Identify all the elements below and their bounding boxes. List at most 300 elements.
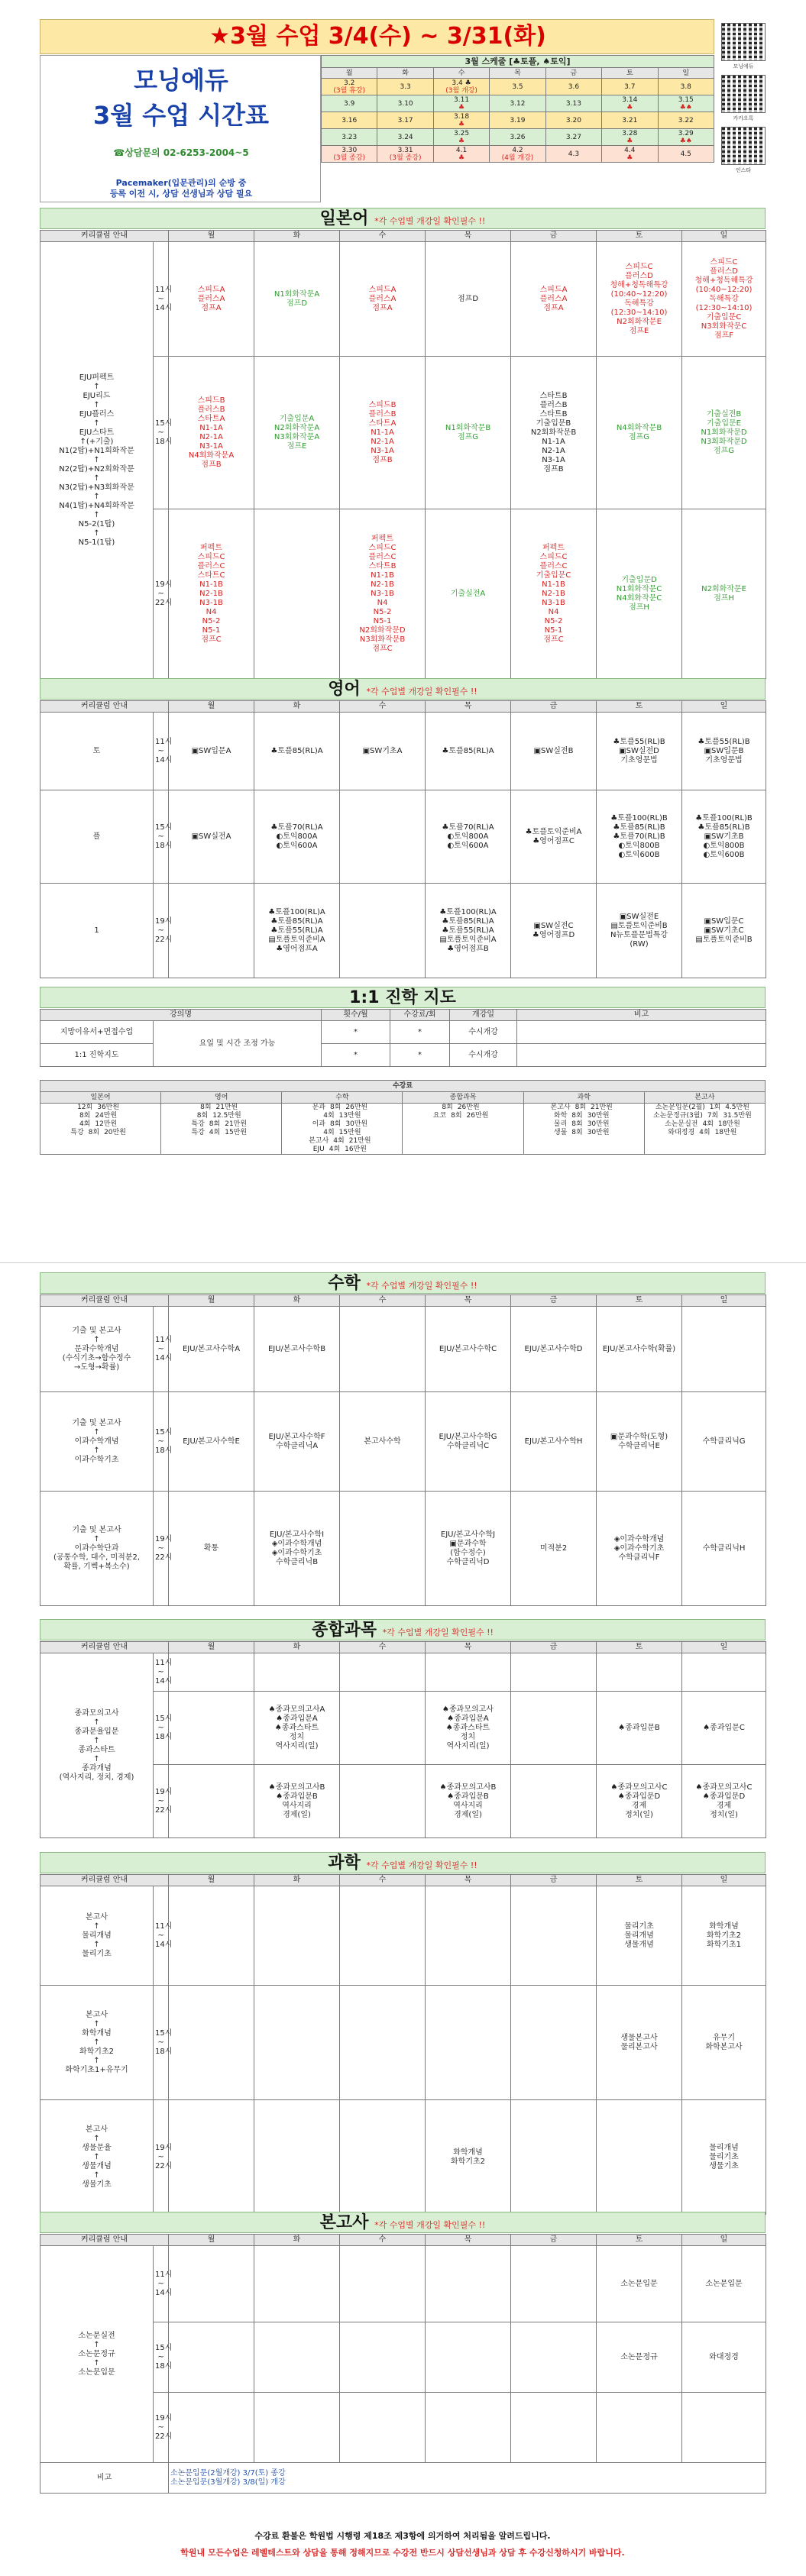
fee-value: 물리 bbox=[553, 1120, 568, 1128]
fee-table bbox=[40, 1080, 766, 1155]
day-header: 일 bbox=[682, 1642, 766, 1653]
fee-value: 문과 bbox=[312, 1104, 325, 1111]
fee-value: 4회 bbox=[699, 1129, 711, 1136]
curriculum-cell: EJU퍼펙트 ↑ EJU리드 ↑ EJU플러스 ↑ EJU스타트 ↑(+기출) N1(2탑)+N1회화작문 ↑ N2(2탑)+N2회화작문 ↑ N3(2탑)+N3회화작문 ↑ N4(1탑)+N4회화작문 ↑ N5-2(1탑) ↑ N5-1(1탑) bbox=[40, 242, 154, 679]
class-cell: 퍼펙트 스피드C 플러스C 스타트B N1-1B N2-1B N3-1B N4 N5-2 N5-1 N2회화작문D N3회화작문B 점프C bbox=[340, 509, 426, 679]
fee-value: 8회 bbox=[442, 1104, 453, 1111]
fee-group-header: 수학 bbox=[282, 1092, 403, 1104]
weekday-header: 월 bbox=[322, 68, 377, 79]
day-header: 월 bbox=[169, 231, 254, 242]
fee-line bbox=[162, 1120, 280, 1129]
day-header: 일 bbox=[682, 231, 766, 242]
day-note: ♣♠ bbox=[679, 137, 692, 145]
notice-text: Pacemaker(입문관리)의 순방 중 등록 이전 시, 상담 선생님과 상담 필요 bbox=[109, 178, 253, 199]
header-row bbox=[40, 2235, 766, 2246]
calendar-day bbox=[377, 129, 433, 146]
fee-value: 31.5만원 bbox=[723, 1112, 752, 1120]
fee-value: 18만원 bbox=[717, 1120, 740, 1128]
header-row bbox=[40, 1875, 766, 1886]
day-header: 화 bbox=[254, 2235, 340, 2246]
day-header: 화 bbox=[254, 231, 340, 242]
class-cell bbox=[682, 1653, 766, 1692]
day-header: 수 bbox=[340, 2235, 426, 2246]
weekday-header: 금 bbox=[545, 68, 601, 79]
section-title: 일본어 bbox=[319, 209, 369, 228]
schedule-calendar bbox=[321, 55, 714, 163]
class-cell: 기출실전A bbox=[426, 509, 511, 679]
fee-value: 26만원 bbox=[345, 1104, 368, 1111]
class-cell: ▣SW입문C ▣SW기초C ▤토플토익준비B bbox=[682, 884, 766, 978]
fee-line bbox=[283, 1104, 401, 1112]
fee-value: 12만원 bbox=[95, 1120, 118, 1128]
fee-line bbox=[41, 1120, 160, 1129]
section-general bbox=[40, 1619, 766, 1640]
day-note: ♣ bbox=[626, 103, 633, 112]
fee-group-header: 과학 bbox=[523, 1092, 644, 1104]
day-header: 목 bbox=[426, 2235, 511, 2246]
class-cell bbox=[340, 2322, 426, 2393]
fee-value: 화학 bbox=[553, 1112, 568, 1120]
footer-notice: 학원내 모든수업은 레벨테스트와 상담을 통해 정해지므로 수강전 반드시 상담선생님과 상담 후 수강신청하시기 바랍니다. bbox=[180, 2548, 625, 2558]
curriculum-cell: 본고사 ↑ 생물문율 ↑ 생물개념 ↑ 생물기초 bbox=[40, 2100, 154, 2215]
calendar-day bbox=[602, 79, 658, 95]
class-cell: 스피드A 플러스A 점프A bbox=[511, 242, 597, 357]
fee-line bbox=[403, 1104, 522, 1112]
curriculum-cell: 기출 및 본고사 ↑ 이과수학단과 (공통수학, 대수, 미적분2, 확률, 기벡+복소수) bbox=[40, 1492, 154, 1606]
class-cell bbox=[169, 2246, 254, 2322]
day-note: (3월 종강) bbox=[389, 154, 422, 162]
section-english bbox=[40, 678, 766, 700]
class-cell bbox=[254, 2100, 340, 2215]
course-name: 1:1 진학지도 bbox=[40, 1044, 154, 1067]
fee-value: 8회 bbox=[200, 1104, 212, 1111]
fee-value: 8회 bbox=[571, 1112, 583, 1120]
class-cell: ♠종과입문B bbox=[597, 1692, 682, 1765]
day-header: 수 bbox=[340, 701, 426, 713]
day-header: 토 bbox=[597, 231, 682, 242]
class-cell bbox=[340, 1307, 426, 1392]
fee-group bbox=[40, 1104, 161, 1155]
day-date: 3.3 bbox=[400, 82, 411, 91]
class-cell: ♣토플55(RL)B ▣SW입문B 기초영문법 bbox=[682, 713, 766, 790]
time-row bbox=[40, 1492, 766, 1606]
section-title: 과학 bbox=[328, 1854, 361, 1873]
fee-line bbox=[525, 1112, 643, 1120]
brand-box bbox=[40, 55, 321, 202]
curriculum-cell: 1 bbox=[40, 884, 154, 978]
day-date: 3.11 bbox=[454, 95, 470, 104]
essay-timetable bbox=[40, 2234, 766, 2494]
calendar-day bbox=[433, 112, 489, 129]
curriculum-cell: 토 bbox=[40, 713, 154, 790]
calendar-week bbox=[322, 129, 714, 146]
fee-group bbox=[282, 1104, 403, 1155]
fee-value: 30만원 bbox=[587, 1120, 610, 1128]
time-row bbox=[40, 1392, 766, 1492]
day-note: ♣ bbox=[458, 154, 465, 162]
time-slot: 15시 ~ 18시 bbox=[154, 357, 169, 509]
course-count: * bbox=[322, 1021, 390, 1044]
day-note: (3월 종강) bbox=[333, 154, 366, 162]
fee-line bbox=[525, 1120, 643, 1129]
class-cell: ♠종과입문C bbox=[682, 1692, 766, 1765]
class-cell: N4회화작문B 점프G bbox=[597, 357, 682, 509]
calendar-day bbox=[658, 146, 714, 163]
fee-line bbox=[283, 1146, 401, 1154]
japanese-timetable bbox=[40, 230, 766, 679]
footer bbox=[40, 2529, 766, 2558]
class-cell: ♠종과모의고사B ♠종과입문B 역사지리 경제(일) bbox=[426, 1765, 511, 1838]
day-date: 3.24 bbox=[397, 133, 413, 141]
course-note bbox=[517, 1021, 766, 1044]
class-cell bbox=[426, 1986, 511, 2100]
time-slot: 11시 ~ 14시 bbox=[154, 242, 169, 357]
qr-caption: 카카오톡 bbox=[733, 115, 754, 121]
fee-value: 생물 bbox=[553, 1129, 568, 1136]
col-header: 개강일 bbox=[450, 1010, 517, 1021]
fee-value: 4.5만원 bbox=[725, 1104, 749, 1111]
day-date: 3.15 bbox=[678, 95, 694, 104]
fee-value: 21만원 bbox=[225, 1120, 248, 1128]
class-cell: ♠종과모의고사C ♠종과입문D 경제 정치(일) bbox=[597, 1765, 682, 1838]
day-date: 3.9 bbox=[344, 99, 355, 108]
contact-phone: ☎상담문의 02-6253-2004~5 bbox=[113, 147, 249, 158]
fee-value: 특강 bbox=[70, 1129, 84, 1136]
fee-value: 30만원 bbox=[345, 1120, 368, 1128]
day-date: 3.31 bbox=[397, 146, 413, 154]
fee-value: 18만원 bbox=[714, 1129, 737, 1136]
calendar-day bbox=[490, 129, 545, 146]
time-slot: 15시 ~ 18시 bbox=[154, 1392, 169, 1492]
fee-line bbox=[403, 1112, 522, 1120]
section-consult bbox=[40, 987, 766, 1008]
day-header: 금 bbox=[511, 1642, 597, 1653]
fee-group-header: 종합과목 bbox=[403, 1092, 523, 1104]
fee-value: 4회 bbox=[333, 1137, 345, 1145]
day-date: 3.10 bbox=[397, 99, 413, 108]
class-cell bbox=[511, 2100, 597, 2215]
fee-line bbox=[646, 1120, 764, 1129]
day-header: 토 bbox=[597, 701, 682, 713]
fee-value: 4회 bbox=[79, 1120, 91, 1128]
class-cell bbox=[426, 2322, 511, 2393]
class-cell bbox=[169, 2322, 254, 2393]
remark-line: 소논문입문(3월개강) 3/8(일) 개강 bbox=[170, 2477, 286, 2487]
header-row bbox=[40, 231, 766, 242]
remark-row bbox=[40, 2463, 766, 2494]
fee-value: 8회 bbox=[571, 1120, 583, 1128]
time-row bbox=[40, 2246, 766, 2322]
class-cell: ♠종과모의고사C ♠종과입문D 경제 정치(일) bbox=[682, 1765, 766, 1838]
class-cell: 스피드C 플러스D 청해+청독해특강 (10:40~12:20) 독해특강 (12:30~14:10) N2회화작문E 점프E bbox=[597, 242, 682, 357]
fee-line bbox=[283, 1129, 401, 1137]
brand-name: 모닝에듀 bbox=[134, 66, 228, 95]
fee-value: 8회 bbox=[88, 1129, 100, 1136]
header-row bbox=[40, 1295, 766, 1307]
class-cell: 점프D bbox=[426, 242, 511, 357]
section-note: *각 수업별 개강일 확인필수 !! bbox=[366, 1860, 477, 1870]
class-cell: ♣토플100(RL)B ♣토플85(RL)B ▣SW기초B ◐토익800B ◐토익600B bbox=[682, 790, 766, 884]
curriculum-header: 커리큘럼 안내 bbox=[40, 701, 169, 713]
class-cell: ♣토플70(RL)A ◐토익800A ◐토익600A bbox=[426, 790, 511, 884]
curriculum-header: 커리큘럼 안내 bbox=[40, 1875, 169, 1886]
class-cell: 스피드B 플러스B 스타트A N1-1A N2-1A N3-1A N4회화작문A 점프B bbox=[169, 357, 254, 509]
fee-value: 8회 bbox=[571, 1129, 583, 1136]
day-header: 목 bbox=[426, 231, 511, 242]
fee-value: 21만원 bbox=[348, 1137, 371, 1145]
time-row bbox=[40, 2100, 766, 2215]
class-cell: EJU/본고사수학F 수학클리닉A bbox=[254, 1392, 340, 1492]
class-cell: ♣토플토익준비A ♣영어점프C bbox=[511, 790, 597, 884]
class-cell: EJU/본고사수학D bbox=[511, 1307, 597, 1392]
day-date: 3.4 ♣ bbox=[452, 79, 471, 87]
class-cell bbox=[169, 1692, 254, 1765]
time-slot: 11시 ~ 14시 bbox=[154, 1307, 169, 1392]
col-header: 수강료/회 bbox=[390, 1010, 450, 1021]
class-cell: 스피드C 플러스D 청해+청독해특강 (10:40~12:20) 독해특강 (12:30~14:10) 기출입문C N3회화작문C 점프F bbox=[682, 242, 766, 357]
class-cell: 물리개념 물리기초 생물기초 bbox=[682, 2100, 766, 2215]
class-cell: ♠종과모의고사 ♠종과입문A ♠종과스타트 정치 역사지리(일) bbox=[426, 1692, 511, 1765]
class-cell: EJU/본고사수학H bbox=[511, 1392, 597, 1492]
time-slot: 11시 ~ 14시 bbox=[154, 1886, 169, 1986]
section-title: 수학 bbox=[328, 1274, 361, 1293]
fee-line bbox=[283, 1137, 401, 1146]
class-cell: 기출실전B 기출입문E N1회화작문D N3회화작문D 점프G bbox=[682, 357, 766, 509]
course-desc: 요일 및 시간 조정 가능 bbox=[154, 1021, 322, 1067]
fee-value: 본고사 bbox=[550, 1104, 571, 1111]
header-row bbox=[40, 701, 766, 713]
time-row bbox=[40, 790, 766, 884]
time-slot: 19시 ~ 22시 bbox=[154, 509, 169, 679]
page-separator bbox=[0, 1262, 806, 1267]
class-cell bbox=[254, 2246, 340, 2322]
class-cell: 유무기 화학본고사 bbox=[682, 1986, 766, 2100]
calendar-week bbox=[322, 112, 714, 129]
day-header: 월 bbox=[169, 1875, 254, 1886]
curriculum-header: 커리큘럼 안내 bbox=[40, 2235, 169, 2246]
fee-value: 26만원 bbox=[457, 1104, 480, 1111]
class-cell: 스타트B 플러스B 스타트B 기출입문B N2회화작문B N1-1A N2-1A N3-1A 점프B bbox=[511, 357, 597, 509]
calendar-day bbox=[658, 95, 714, 112]
class-cell bbox=[340, 1692, 426, 1765]
time-row bbox=[40, 713, 766, 790]
time-slot: 15시 ~ 18시 bbox=[154, 1692, 169, 1765]
fee-line bbox=[162, 1129, 280, 1137]
course-name: 지망이유서+면접수업 bbox=[40, 1021, 154, 1044]
fee-value: 30만원 bbox=[587, 1112, 610, 1120]
calendar-day bbox=[658, 79, 714, 95]
section-title: 본고사 bbox=[319, 2213, 369, 2232]
time-slot: 11시 ~ 14시 bbox=[154, 713, 169, 790]
section-science bbox=[40, 1852, 766, 1873]
fee-value: 소논문실전 bbox=[665, 1120, 698, 1128]
fee-value: 8회 bbox=[209, 1120, 221, 1128]
qr-code-icon[interactable] bbox=[721, 127, 766, 165]
fee-value: 20만원 bbox=[104, 1129, 126, 1136]
col-header: 강의명 bbox=[40, 1010, 322, 1021]
day-date: 3.22 bbox=[678, 116, 694, 124]
fee-value: 이과 bbox=[312, 1120, 325, 1128]
class-cell bbox=[254, 1653, 340, 1692]
day-date: 4.3 bbox=[568, 150, 580, 158]
fee-group-header: 일본어 bbox=[40, 1092, 161, 1104]
course-count: * bbox=[322, 1044, 390, 1067]
class-cell: ▣SW입문A bbox=[169, 713, 254, 790]
course-fee: * bbox=[390, 1044, 450, 1067]
class-cell: 와대정경 bbox=[682, 2322, 766, 2393]
fee-value: 8회 bbox=[79, 1112, 91, 1120]
day-date: 4.2 bbox=[512, 146, 523, 154]
class-cell bbox=[511, 1692, 597, 1765]
fee-value: 26만원 bbox=[466, 1112, 489, 1120]
time-slot: 19시 ~ 22시 bbox=[154, 2393, 169, 2463]
day-date: 3.20 bbox=[565, 116, 581, 124]
class-cell: 소논문입문 bbox=[682, 2246, 766, 2322]
day-note: ♣ bbox=[458, 103, 465, 112]
calendar-day bbox=[377, 95, 433, 112]
fee-line bbox=[525, 1129, 643, 1137]
fee-group-header: 영어 bbox=[161, 1092, 282, 1104]
calendar-week bbox=[322, 146, 714, 163]
time-row bbox=[40, 1886, 766, 1986]
section-title: 종합과목 bbox=[312, 1621, 377, 1640]
class-cell bbox=[169, 2100, 254, 2215]
class-cell: 스피드A 플러스A 점프A bbox=[340, 242, 426, 357]
day-date: 4.4 bbox=[624, 146, 636, 154]
class-cell: ▣SW기초A bbox=[340, 713, 426, 790]
course-open: 수시개강 bbox=[450, 1021, 517, 1044]
fee-line bbox=[646, 1129, 764, 1137]
section-title: 1:1 진학 지도 bbox=[349, 988, 456, 1007]
calendar-day bbox=[545, 129, 601, 146]
day-date: 3.23 bbox=[341, 133, 358, 141]
class-cell: ▣SW실전A bbox=[169, 790, 254, 884]
calendar-day bbox=[377, 146, 433, 163]
fee-line bbox=[162, 1112, 280, 1120]
day-note: ♣ bbox=[458, 137, 465, 145]
day-note: (3월 개강) bbox=[445, 86, 477, 95]
day-date: 3.16 bbox=[341, 116, 358, 124]
fee-value: 소논문입문(2월) bbox=[655, 1104, 705, 1111]
class-cell: 물리기초 물리개념 생물개념 bbox=[597, 1886, 682, 1986]
calendar-day bbox=[490, 79, 545, 95]
fee-value: 15만원 bbox=[338, 1129, 361, 1136]
calendar-day bbox=[602, 129, 658, 146]
calendar-day bbox=[322, 95, 377, 112]
day-date: 4.1 bbox=[455, 146, 468, 154]
class-cell: 스피드B 플러스B 스타트A N1-1A N2-1A N3-1A 점프B bbox=[340, 357, 426, 509]
qr-caption: 모닝에듀 bbox=[733, 63, 754, 69]
class-cell: N2회화작문E 점프H bbox=[682, 509, 766, 679]
day-date: 3.30 bbox=[341, 146, 358, 154]
day-date: 4.5 bbox=[680, 150, 691, 158]
class-cell bbox=[682, 2393, 766, 2463]
day-header: 금 bbox=[511, 1295, 597, 1307]
day-date: 3.21 bbox=[622, 116, 638, 124]
day-header: 목 bbox=[426, 1875, 511, 1886]
calendar-day bbox=[490, 146, 545, 163]
calendar-day bbox=[602, 146, 658, 163]
class-cell: 기출입문D N1회화작문C N4회화작문C 점프H bbox=[597, 509, 682, 679]
weekday-header: 일 bbox=[658, 68, 714, 79]
day-date: 3.14 bbox=[622, 95, 638, 104]
curriculum-cell: 본고사 ↑ 화학개념 ↑ 화학기초2 ↑ 화학기초1+유무기 bbox=[40, 1986, 154, 2100]
class-cell bbox=[340, 2246, 426, 2322]
day-header: 일 bbox=[682, 2235, 766, 2246]
science-timetable bbox=[40, 1874, 766, 2215]
class-cell bbox=[426, 1653, 511, 1692]
day-header: 토 bbox=[597, 1875, 682, 1886]
class-cell: 화학개념 화학기초2 화학기초1 bbox=[682, 1886, 766, 1986]
class-cell bbox=[340, 1653, 426, 1692]
day-date: 3.28 bbox=[622, 129, 638, 137]
day-header: 수 bbox=[340, 231, 426, 242]
day-date: 3.25 bbox=[454, 129, 470, 137]
class-cell: 본고사수학 bbox=[340, 1392, 426, 1492]
fee-value: 요코 bbox=[432, 1112, 447, 1120]
class-cell bbox=[169, 1986, 254, 2100]
calendar-day bbox=[602, 95, 658, 112]
day-date: 3.17 bbox=[397, 116, 413, 124]
time-row bbox=[40, 1653, 766, 1692]
class-cell: EJU/본고사수학(확률) bbox=[597, 1307, 682, 1392]
day-header: 금 bbox=[511, 2235, 597, 2246]
fee-line bbox=[162, 1104, 280, 1112]
time-row bbox=[40, 242, 766, 357]
math-timetable bbox=[40, 1294, 766, 1606]
class-cell bbox=[169, 884, 254, 978]
col-header: 비고 bbox=[517, 1010, 766, 1021]
class-cell: ♣토플100(RL)B ♣토플85(RL)B ♣토플70(RL)B ◐토익800B ◐토익600B bbox=[597, 790, 682, 884]
remark-text bbox=[169, 2463, 766, 2494]
time-row bbox=[40, 1986, 766, 2100]
curriculum-header: 커리큘럼 안내 bbox=[40, 231, 169, 242]
day-date: 3.5 bbox=[512, 82, 523, 91]
day-header: 수 bbox=[340, 1295, 426, 1307]
english-timetable bbox=[40, 700, 766, 978]
class-cell: ♠종과모의고사B ♠종과입문B 역사지리 경제(일) bbox=[254, 1765, 340, 1838]
fee-group bbox=[644, 1104, 765, 1155]
day-header: 월 bbox=[169, 701, 254, 713]
course-fee: * bbox=[390, 1021, 450, 1044]
class-cell bbox=[511, 1765, 597, 1838]
class-cell: ▣SW실전C ♣영어점프D bbox=[511, 884, 597, 978]
qr-code-icon[interactable] bbox=[721, 75, 766, 113]
class-cell bbox=[511, 1653, 597, 1692]
qr-code-icon[interactable] bbox=[721, 23, 766, 61]
day-date: 3.29 bbox=[678, 129, 694, 137]
fee-group bbox=[523, 1104, 644, 1155]
class-cell: EJU/본고사수학B bbox=[254, 1307, 340, 1392]
calendar-day bbox=[322, 112, 377, 129]
day-header: 화 bbox=[254, 1642, 340, 1653]
class-cell bbox=[426, 1886, 511, 1986]
fee-value: 와대정경 bbox=[668, 1129, 695, 1136]
day-note: ♣ bbox=[626, 137, 633, 145]
class-cell: EJU/본고사수학E bbox=[169, 1392, 254, 1492]
class-cell bbox=[682, 1307, 766, 1392]
day-header: 목 bbox=[426, 1642, 511, 1653]
fee-line bbox=[283, 1120, 401, 1129]
section-title: 영어 bbox=[328, 680, 361, 699]
day-note: (4월 개강) bbox=[501, 154, 534, 162]
time-slot: 19시 ~ 22시 bbox=[154, 2100, 169, 2215]
col-header: 횟수/월 bbox=[322, 1010, 390, 1021]
time-slot: 19시 ~ 22시 bbox=[154, 1765, 169, 1838]
class-cell: ♣토플100(RL)A ♣토플85(RL)A ♣토플55(RL)A ▤토플토익준비A ♣영어점프A bbox=[254, 884, 340, 978]
weekday-header: 토 bbox=[602, 68, 658, 79]
qr-caption: 인스타 bbox=[735, 167, 752, 173]
